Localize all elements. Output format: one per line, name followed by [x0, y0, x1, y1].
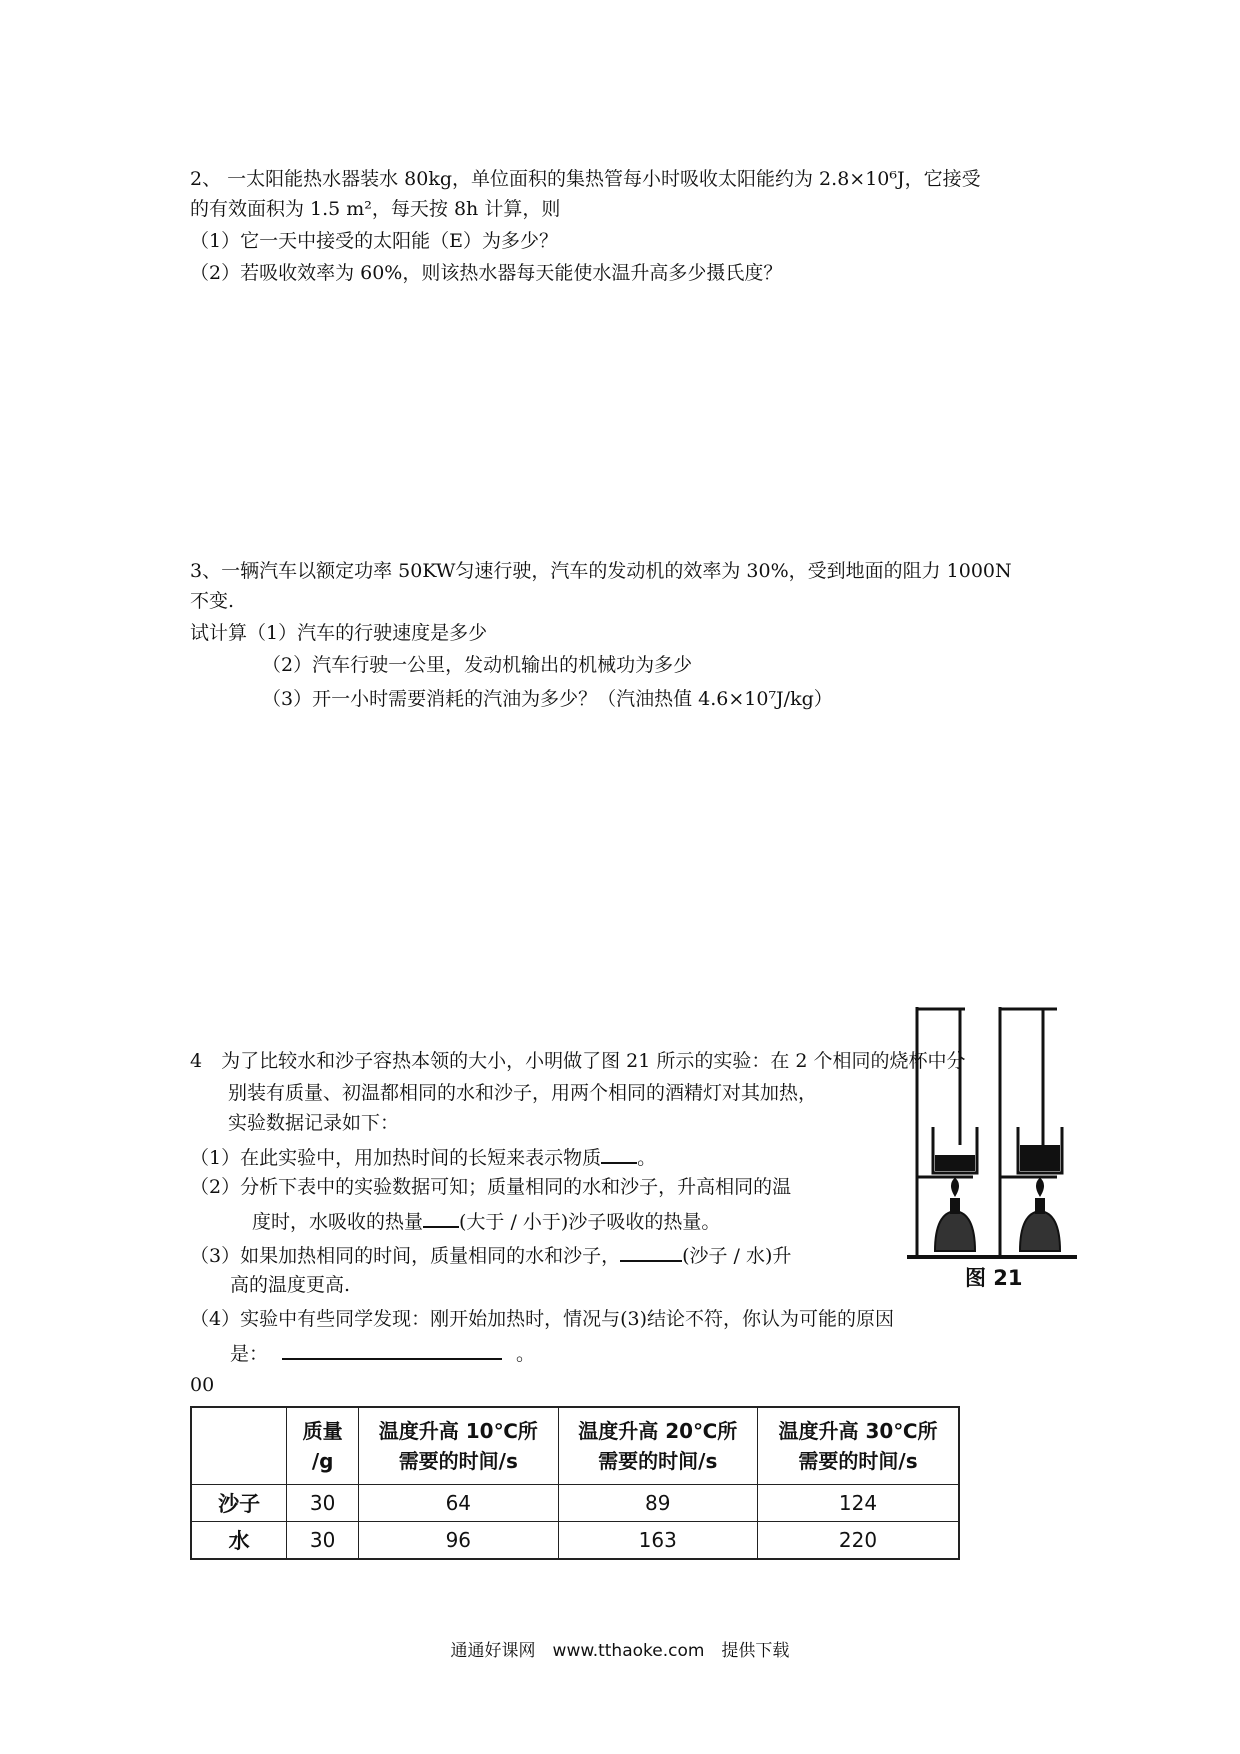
- q4-line1: 4 为了比较水和沙子容热本领的大小，小明做了图 21 所示的实验：在 2 个相同的烧杯中分: [190, 1050, 966, 1072]
- table-header-cell: 温度升高 30℃所 需要的时间/s: [758, 1407, 960, 1485]
- q4-line3: 实验数据记录如下：: [228, 1112, 400, 1134]
- q3-sub2: （2）汽车行驶一公里，发动机输出的机械功为多少: [262, 654, 693, 676]
- q4-sub1: [190, 1142, 656, 1171]
- page-footer: 通通好课网 www.tthaoke.com 提供下载: [450, 1641, 790, 1661]
- answer-blank-4[interactable]: [282, 1338, 502, 1360]
- q4-note: 00: [190, 1374, 215, 1396]
- q4-sub3-text: （3）如果加热相同的时间，质量相同的水和沙子，: [190, 1245, 621, 1267]
- answer-blank-3[interactable]: [620, 1240, 682, 1262]
- table-row: [191, 1485, 959, 1522]
- q3-line2: 不变.: [190, 590, 235, 612]
- q4-line2: 别装有质量、初温都相同的水和沙子，用两个相同的酒精灯对其加热，: [228, 1082, 818, 1104]
- q2-sub2: （2）若吸收效率为 60%，则该热水器每天能使水温升高多少摄氏度？: [190, 262, 783, 284]
- table-header-row: [191, 1407, 959, 1485]
- q4-sub4-b: [230, 1338, 535, 1367]
- table-header-cell: 温度升高 10℃所 需要的时间/s: [359, 1407, 558, 1485]
- q3-line1: 3、一辆汽车以额定功率 50KW匀速行驶，汽车的发动机的效率为 30%，受到地面的阻力 1000N: [190, 560, 1012, 582]
- q2-sub1: （1）它一天中接受的太阳能（E）为多少？: [190, 230, 558, 252]
- q3-sub3: （3）开一小时需要消耗的汽油为多少？（汽油热值 4.6×10⁷J/kg）: [262, 688, 833, 710]
- table-cell: 96: [359, 1522, 558, 1560]
- table-cell: 水: [191, 1522, 287, 1560]
- table-cell: 64: [359, 1485, 558, 1522]
- table-cell: 沙子: [191, 1485, 287, 1522]
- q4-sub4-text: 是：: [230, 1343, 269, 1365]
- table-header-cell: [191, 1407, 287, 1485]
- table-row: [191, 1522, 959, 1560]
- q4-sub3-options: (沙子 / 水)升: [682, 1245, 792, 1267]
- answer-blank-2[interactable]: [423, 1206, 459, 1228]
- answer-blank-1[interactable]: [601, 1142, 637, 1164]
- q4-sub2-tail: (大于 / 小于)沙子吸收的热量。: [459, 1211, 721, 1233]
- figure-21-apparatus: [905, 1005, 1080, 1260]
- q4-sub2-b: [252, 1206, 720, 1235]
- q4-sub3-a: [190, 1240, 791, 1269]
- table-cell: 89: [558, 1485, 757, 1522]
- q4-sub1-end: 。: [637, 1147, 657, 1169]
- table-cell: 220: [758, 1522, 960, 1560]
- q2-line2: 的有效面积为 1.5 m²，每天按 8h 计算，则: [190, 198, 561, 220]
- table-header-cell: 质量 /g: [287, 1407, 359, 1485]
- q4-sub1-text: （1）在此实验中，用加热时间的长短来表示物质: [190, 1147, 602, 1169]
- data-table: [190, 1406, 960, 1560]
- q2-line1: 2、 一太阳能热水器装水 80kg，单位面积的集热管每小时吸收太阳能约为 2.8×10⁶J，它接受: [190, 168, 981, 190]
- figure-caption: 图 21: [965, 1266, 1023, 1290]
- q4-sub3-b: 高的温度更高.: [230, 1274, 351, 1296]
- q4-sub2-text: 度时，水吸收的热量: [252, 1211, 424, 1233]
- table-header-cell: 温度升高 20℃所 需要的时间/s: [558, 1407, 757, 1485]
- q4-sub4-end: 。: [516, 1343, 536, 1365]
- table-cell: 30: [287, 1522, 359, 1560]
- table-cell: 30: [287, 1485, 359, 1522]
- q3-sub1: 试计算（1）汽车的行驶速度是多少: [190, 622, 488, 644]
- table-cell: 163: [558, 1522, 757, 1560]
- q4-sub2-a: （2）分析下表中的实验数据可知；质量相同的水和沙子，升高相同的温: [190, 1176, 792, 1198]
- q4-sub4-a: （4）实验中有些同学发现：刚开始加热时，情况与(3)结论不符，你认为可能的原因: [190, 1308, 895, 1330]
- table-cell: 124: [758, 1485, 960, 1522]
